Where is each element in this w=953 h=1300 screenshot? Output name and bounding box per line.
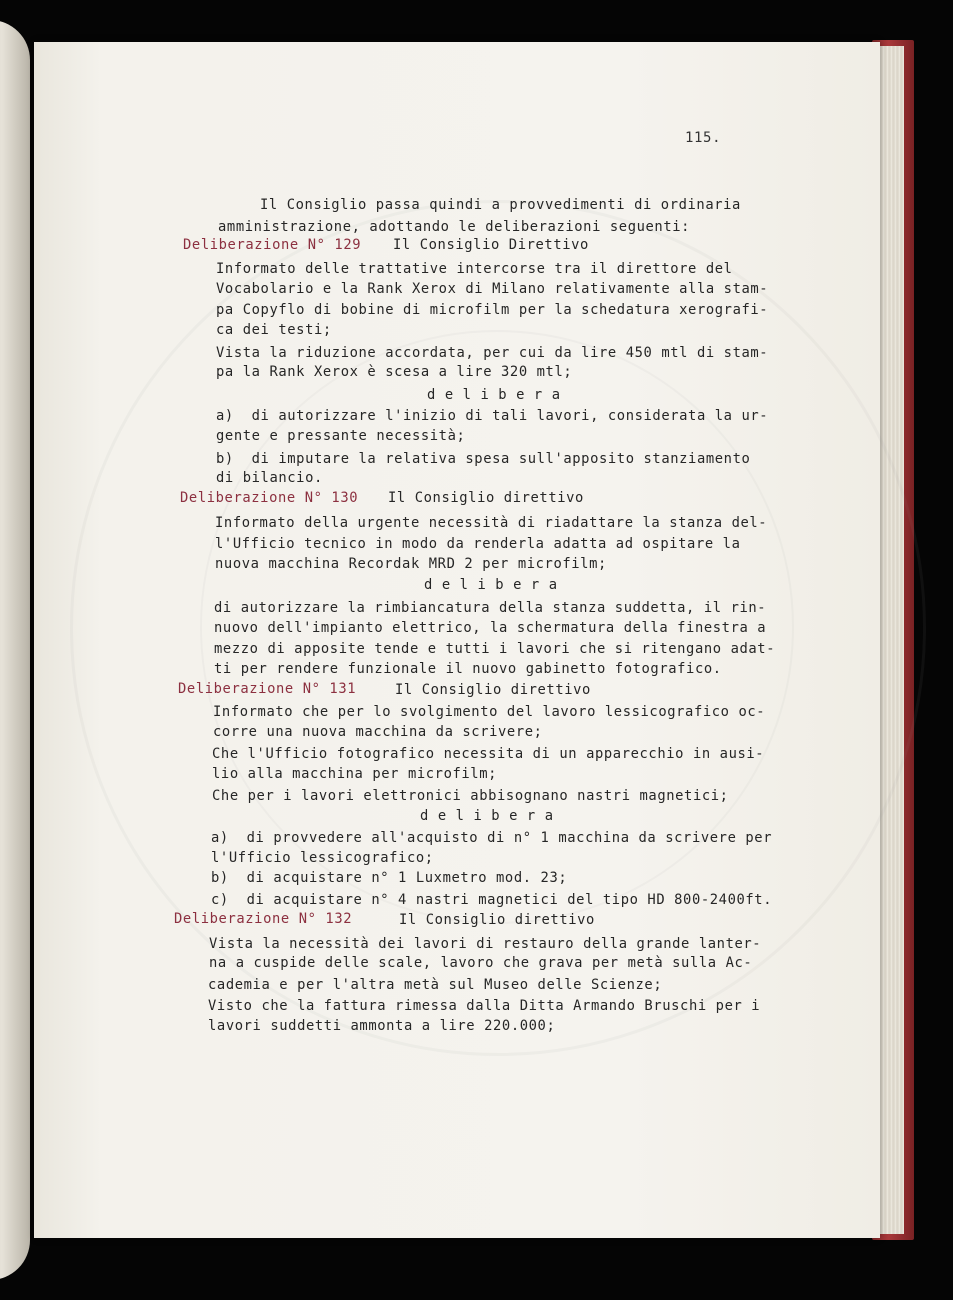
text-line: cademia e per l'altra metà sul Museo delle Scienze;: [208, 977, 663, 993]
text-line: nuova macchina Recordak MRD 2 per microfilm;: [215, 556, 607, 572]
deliberation-number: Deliberazione N° 131: [178, 681, 357, 697]
text-line: nuovo dell'impianto elettrico, la schermatura della finestra a: [214, 620, 767, 636]
text-line: Vista la necessità dei lavori di restauro della grande lanter-: [209, 936, 762, 952]
text-line: c) di acquistare n° 4 nastri magnetici del tipo HD 800-2400ft.: [211, 892, 773, 908]
text-line: a) di provvedere all'acquisto di n° 1 macchina da scrivere per: [211, 830, 773, 846]
text-line: b) di acquistare n° 1 Luxmetro mod. 23;: [211, 870, 568, 886]
text-line: corre una nuova macchina da scrivere;: [213, 724, 543, 740]
delibera-heading: d e l i b e r a: [420, 808, 554, 824]
text-line: l'Ufficio lessicografico;: [211, 850, 434, 866]
deliberation-body: Il Consiglio direttivo: [399, 912, 595, 928]
text-line: di bilancio.: [216, 470, 323, 486]
deliberation-number: Deliberazione N° 129: [183, 237, 362, 253]
text-line: lavori suddetti ammonta a lire 220.000;: [208, 1018, 556, 1034]
text-line: gente e pressante necessità;: [216, 428, 466, 444]
delibera-heading: d e l i b e r a: [424, 577, 558, 593]
deliberation-number: Deliberazione N° 130: [180, 490, 359, 506]
text-line: pa Copyflo di bobine di microfilm per la schedatura xerografi-: [216, 302, 769, 318]
text-line: ca dei testi;: [216, 322, 332, 338]
delibera-heading: d e l i b e r a: [427, 387, 561, 403]
deliberation-body: Il Consiglio direttivo: [388, 490, 584, 506]
text-line: lio alla macchina per microfilm;: [212, 766, 498, 782]
text-line: di autorizzare la rimbiancatura della stanza suddetta, il rin-: [214, 600, 767, 616]
left-page-edge: [0, 20, 30, 1280]
text-line: pa la Rank Xerox è scesa a lire 320 mtl;: [216, 364, 573, 380]
text-line: b) di imputare la relativa spesa sull'apposito stanziamento: [216, 451, 751, 467]
text-line: Vista la riduzione accordata, per cui da lire 450 mtl di stam-: [216, 345, 769, 361]
text-line: na a cuspide delle scale, lavoro che grava per metà sulla Ac-: [209, 955, 753, 971]
text-line: Che per i lavori elettronici abbisognano nastri magnetici;: [212, 788, 729, 804]
intro-line: amministrazione, adottando le deliberazioni seguenti:: [218, 219, 691, 235]
deliberation-number: Deliberazione N° 132: [174, 911, 353, 927]
text-line: Informato delle trattative intercorse tra il direttore del: [216, 261, 733, 277]
page-number: 115.: [685, 130, 722, 146]
text-line: Informato che per lo svolgimento del lavoro lessicografico oc-: [213, 704, 766, 720]
intro-line: Il Consiglio passa quindi a provvedimenti di ordinaria: [260, 197, 741, 213]
text-line: Vocabolario e la Rank Xerox di Milano relativamente alla stam-: [216, 281, 769, 297]
text-line: mezzo di apposite tende e tutti i lavori che si ritengano adat-: [214, 641, 776, 657]
deliberation-body: Il Consiglio direttivo: [395, 682, 591, 698]
text-line: Visto che la fattura rimessa dalla Ditta Armando Bruschi per i: [208, 998, 761, 1014]
text-line: ti per rendere funzionale il nuovo gabinetto fotografico.: [214, 661, 722, 677]
text-line: Informato della urgente necessità di riadattare la stanza del-: [215, 515, 768, 531]
text-line: Che l'Ufficio fotografico necessita di un apparecchio in ausi-: [212, 746, 765, 762]
text-line: a) di autorizzare l'inizio di tali lavori, considerata la ur-: [216, 408, 769, 424]
text-line: l'Ufficio tecnico in modo da renderla adatta ad ospitare la: [215, 536, 741, 552]
deliberation-body: Il Consiglio Direttivo: [393, 237, 589, 253]
